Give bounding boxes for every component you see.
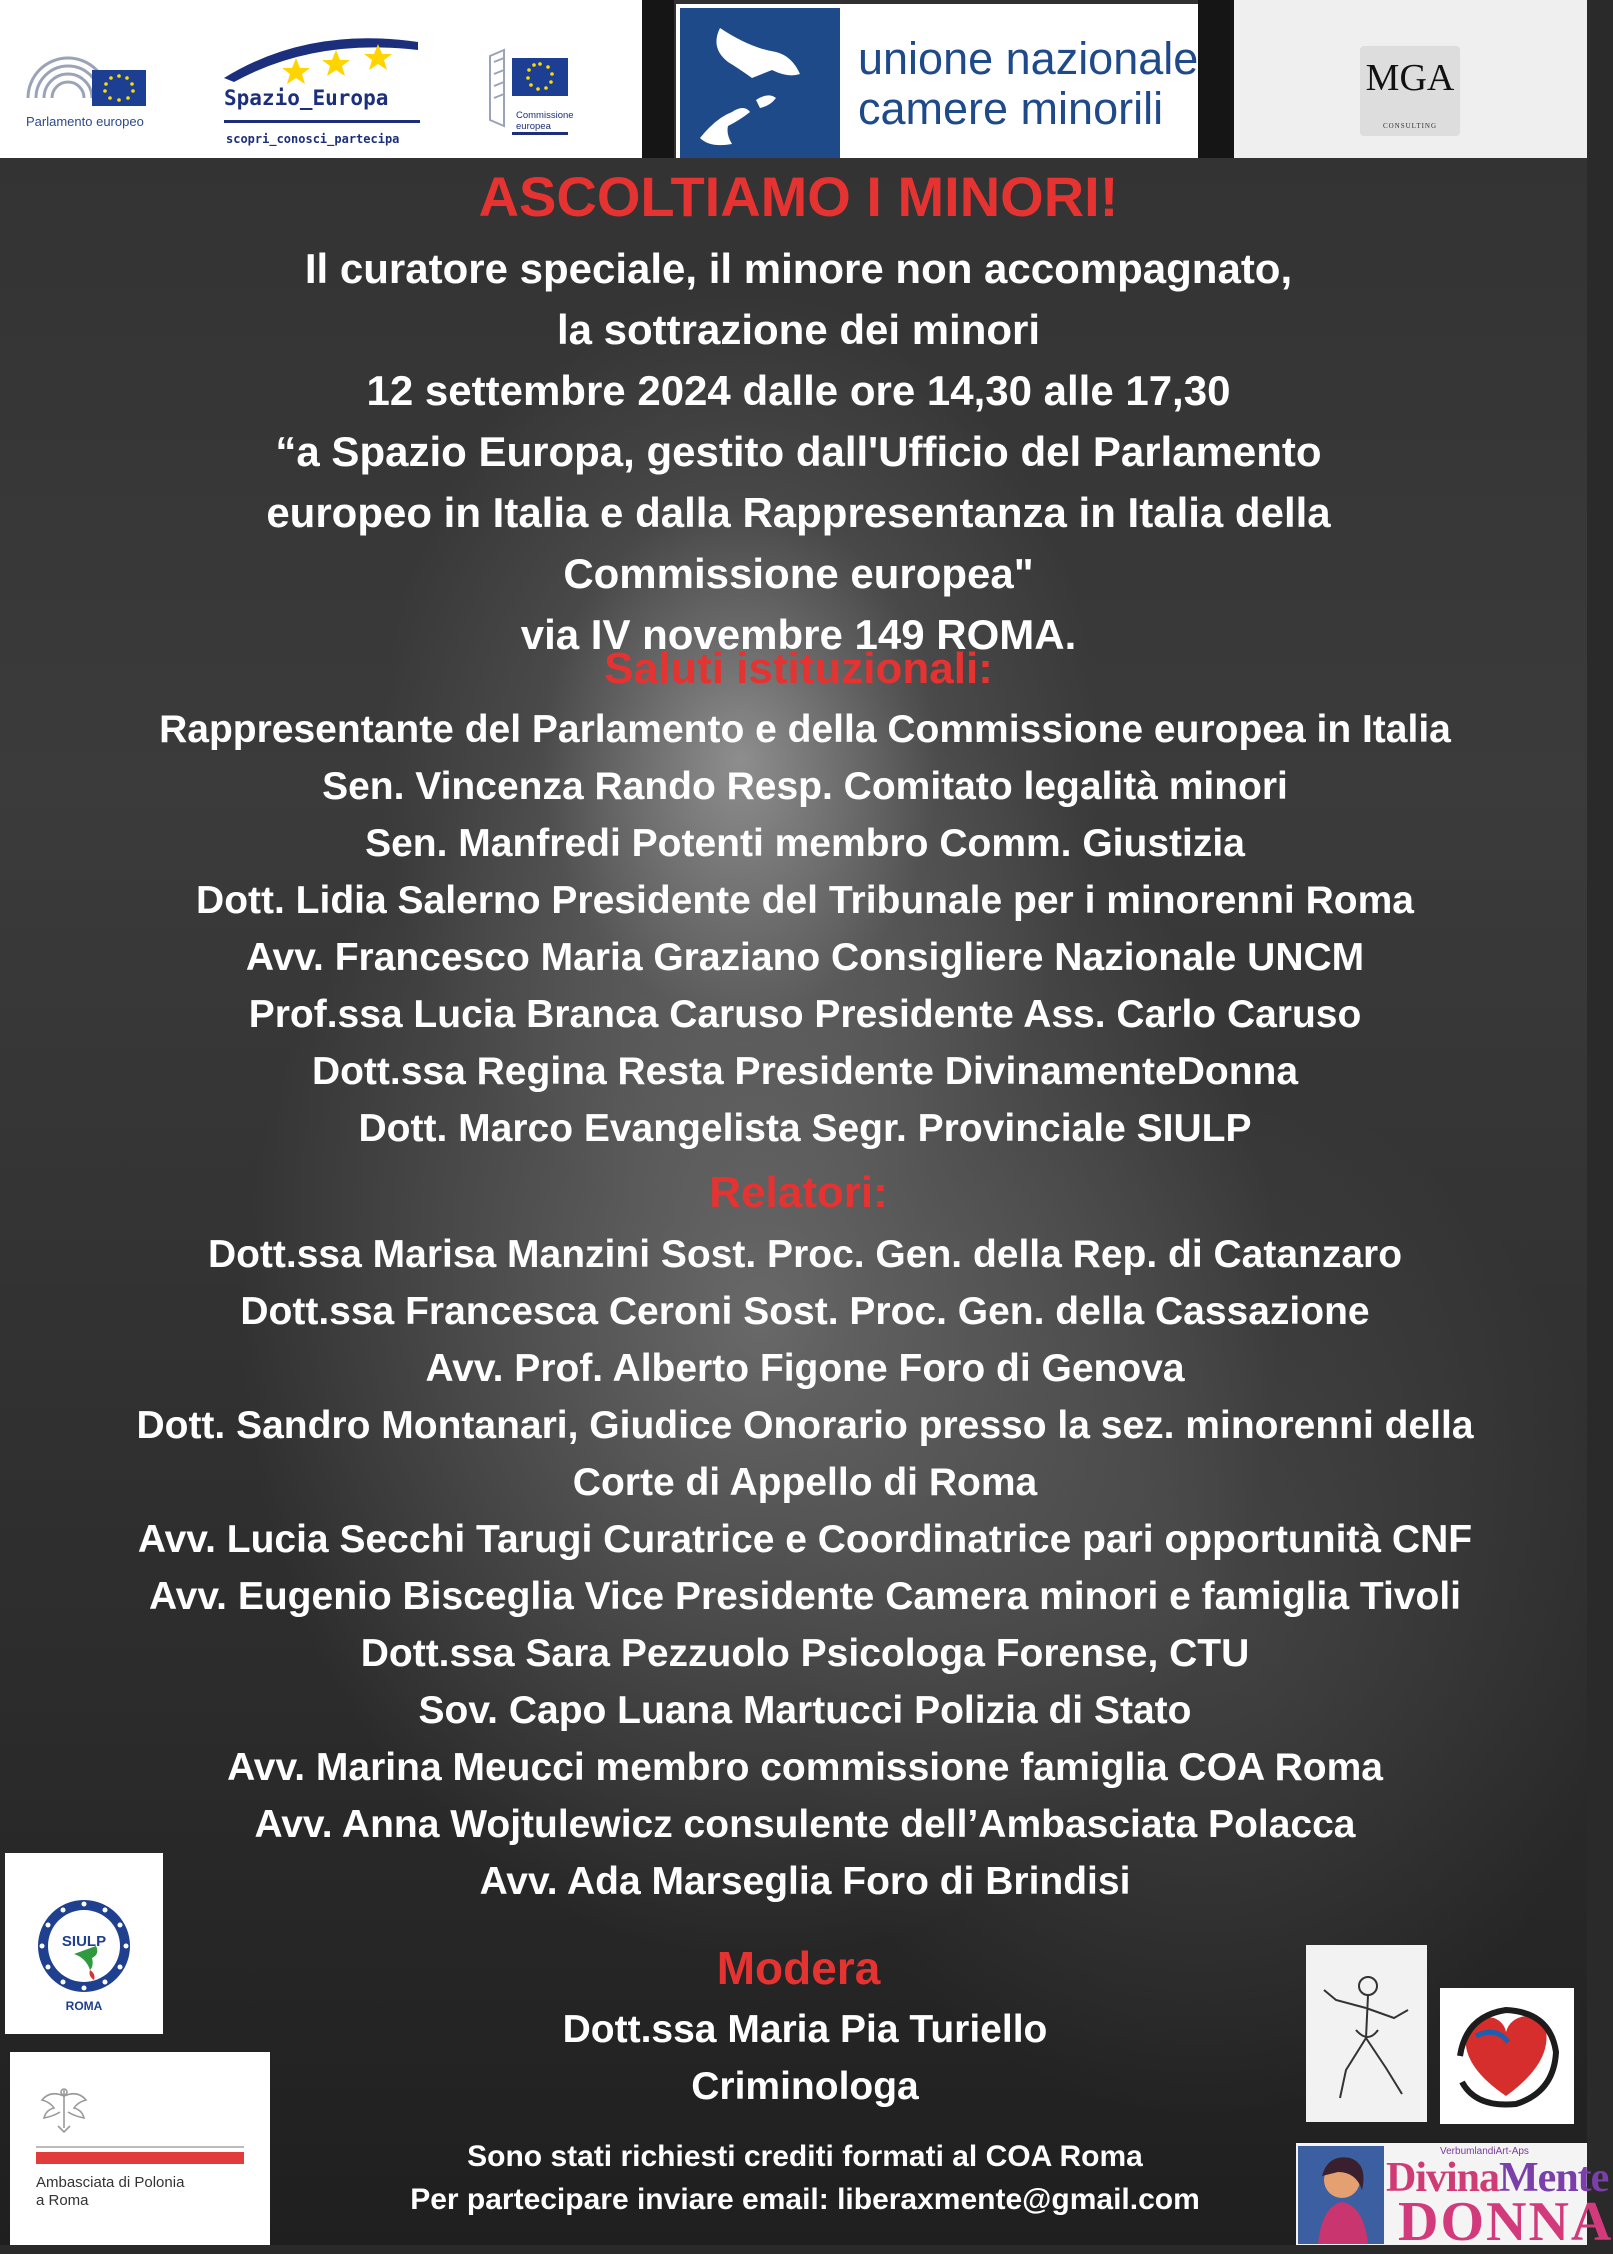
list-item: Dott. Marco Evangelista Segr. Provinciale SIULP: [358, 1107, 1252, 1150]
list-item: Avv. Prof. Alberto Figone Foro di Genova: [425, 1347, 1185, 1390]
uncm-wordmark: unione nazionale camere minorili: [858, 33, 1199, 134]
list-item: Dott.ssa Sara Pezzuolo Psicologa Forense, CTU: [360, 1632, 1250, 1675]
list-item: Avv. Marina Meucci membro commissione famiglia COA Roma: [227, 1746, 1383, 1789]
divina-org-label: VerbumlandiArt-Aps: [1440, 2146, 1529, 2157]
martial-arts-figure-icon: [1316, 1960, 1416, 2110]
event-line: la sottrazione dei minori: [556, 306, 1041, 353]
parlamento-label: Parlamento europeo: [26, 114, 144, 129]
ambasciata-polonia-logo: [10, 2052, 270, 2245]
siulp-roma-label: ROMA: [65, 1999, 103, 2013]
heart-icon: [1446, 1996, 1566, 2116]
poster-title: ASCOLTIAMO I MINORI!: [478, 165, 1119, 228]
donna-wordmark: DONNA: [1398, 2191, 1613, 2253]
mga-logo-subtitle: CONSULTING: [1382, 122, 1438, 130]
moderator-role: Criminologa: [691, 2065, 919, 2108]
logo-divider: [1198, 0, 1234, 158]
list-item: Sen. Vincenza Rando Resp. Comitato legalità minori: [322, 765, 1288, 808]
list-item: Avv. Lucia Secchi Tarugi Curatrice e Coordinatrice pari opportunità CNF: [137, 1518, 1473, 1561]
list-item: Rappresentante del Parlamento e della Commissione europea in Italia: [159, 708, 1451, 751]
list-item: Corte di Appello di Roma: [572, 1461, 1038, 1504]
spazio-europa-title: Spazio_Europa: [224, 86, 389, 110]
list-item: Sen. Manfredi Potenti membro Comm. Giustizia: [365, 822, 1245, 865]
divider: [36, 2146, 244, 2148]
spazio-europa-subtitle: scopri_conosci_partecipa: [226, 132, 400, 146]
saluti-heading: Saluti istituzionali:: [604, 644, 993, 693]
list-item: Avv. Ada Marseglia Foro di Brindisi: [479, 1860, 1131, 1903]
list-item: Avv. Francesco Maria Graziano Consigliere Nazionale UNCM: [245, 936, 1365, 979]
relatori-heading: Relatori:: [709, 1168, 888, 1217]
moderator-name: Dott.ssa Maria Pia Turiello: [562, 2008, 1048, 2051]
uncm-hands-icon: [680, 8, 840, 158]
flag-stripe: [36, 2152, 244, 2164]
divina-wordmark: DivinaMente: [1386, 2155, 1609, 2201]
logo-divider: [642, 0, 674, 158]
event-line: Il curatore speciale, il minore non accompagnato,: [304, 245, 1293, 292]
mga-logo-text: MGA: [1365, 57, 1455, 99]
siulp-emblem-icon: [34, 1896, 134, 1996]
modera-heading: Modera: [716, 1942, 881, 1994]
list-item: Dott. Sandro Montanari, Giudice Onorario presso la sez. minorenni della: [136, 1404, 1474, 1447]
header-logo-band: [0, 0, 1587, 158]
event-date: 12 settembre 2024 dalle ore 14,30 alle 17,30: [366, 367, 1231, 414]
event-details: [0, 238, 1597, 665]
event-line: europeo in Italia e dalla Rappresentanza in Italia della: [266, 489, 1331, 536]
list-item: Sov. Capo Luana Martucci Polizia di Stato: [418, 1689, 1192, 1732]
contact-email: Per partecipare inviare email: liberaxmente@gmail.com: [410, 2183, 1200, 2216]
list-item: Avv. Anna Wojtulewicz consulente dell’Ambasciata Polacca: [254, 1803, 1356, 1846]
list-item: Avv. Eugenio Bisceglia Vice Presidente Camera minori e famiglia Tivoli: [148, 1575, 1462, 1618]
ambasciata-label: Ambasciata di Polonia a Roma: [36, 2174, 185, 2209]
siulp-wordmark: SIULP: [61, 1933, 107, 1950]
woman-portrait-icon: [1298, 2146, 1384, 2244]
list-item: Dott.ssa Francesca Ceroni Sost. Proc. Gen. della Cassazione: [240, 1290, 1370, 1333]
polish-eagle-icon: [36, 2082, 92, 2138]
crediti-note: Sono stati richiesti crediti formati al COA Roma: [467, 2140, 1143, 2173]
event-line: Commissione europea": [563, 550, 1034, 597]
list-item: Dott. Lidia Salerno Presidente del Tribunale per i minorenni Roma: [196, 879, 1414, 922]
list-item: Dott.ssa Marisa Manzini Sost. Proc. Gen. della Rep. di Catanzaro: [207, 1233, 1403, 1276]
event-address: via IV novembre 149 ROMA.: [520, 611, 1077, 658]
commissione-label: Commissione europea: [516, 110, 574, 132]
list-item: Dott.ssa Regina Resta Presidente DivinamenteDonna: [311, 1050, 1299, 1093]
saluti-list: [0, 701, 1610, 1157]
relatori-list: [0, 1226, 1610, 1910]
event-line: “a Spazio Europa, gestito dall'Ufficio del Parlamento: [275, 428, 1322, 475]
list-item: Prof.ssa Lucia Branca Caruso Presidente Ass. Carlo Caruso: [248, 993, 1362, 1036]
